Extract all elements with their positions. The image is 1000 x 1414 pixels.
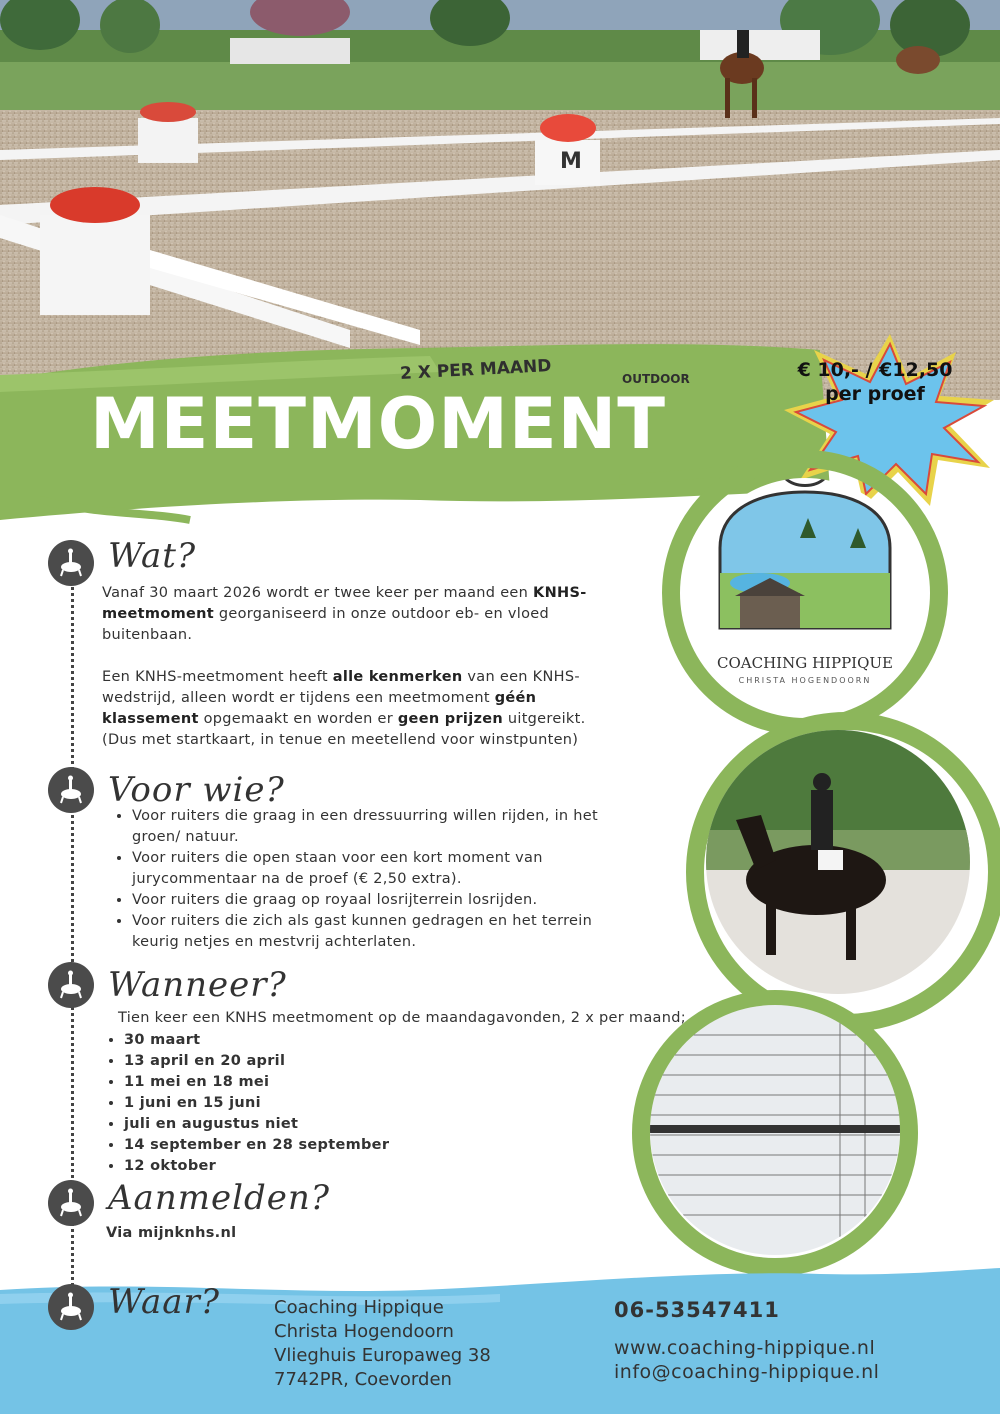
- rider-horse-icon: [48, 962, 94, 1008]
- list-item: • 14 september en 28 september: [124, 1135, 514, 1156]
- logo-illustration: [690, 478, 920, 708]
- rider-horse-icon: [48, 767, 94, 813]
- outdoor-label: OUTDOOR: [622, 372, 690, 386]
- wanneer-intro: Tien keer een KNHS meetmoment op de maandagavonden, 2 x per maand;: [118, 1010, 686, 1026]
- svg-text:M: M: [560, 149, 582, 174]
- wanneer-dates: [94, 1030, 514, 1177]
- contact-links: [614, 1336, 879, 1384]
- voor-wie-list: [102, 806, 622, 953]
- price-unit: per proef: [825, 383, 925, 405]
- wat-text: [102, 583, 622, 751]
- list-item: • juli en augustus niet: [124, 1114, 514, 1135]
- list-item: • 13 april en 20 april: [124, 1051, 514, 1072]
- waar-heading: Waar?: [108, 1282, 221, 1322]
- wat-paragraph-1: Vanaf 30 maart 2026 wordt er twee keer per maand een KNHS-meetmoment georganiseerd in onze outdoor eb- en vloed buitenbaan.: [102, 585, 587, 643]
- rider-horse-icon: [48, 1284, 94, 1330]
- wat-heading: Wat?: [108, 536, 197, 576]
- logo-brand-sub: CHRISTA HOGENDOORN: [738, 676, 872, 685]
- voor-wie-heading: Voor wie?: [108, 770, 285, 810]
- email-link[interactable]: info@coaching-hippique.nl: [614, 1361, 880, 1383]
- list-item: • Voor ruiters die graag op royaal losrijterrein losrijden.: [132, 890, 622, 911]
- wat-paragraph-2: Een KNHS-meetmoment heeft alle kenmerken van een KNHS-wedstrijd, alleen wordt er tijdens een meetmoment géén klassement opgemaakt en worden er geen prijzen uitgereikt. (Dus met startkaart, in tenue en meetellend voor winstpunten): [102, 669, 586, 748]
- frequency-label: 2 X PER MAAND: [399, 356, 552, 384]
- address-line: Christa Hogendoorn: [274, 1321, 454, 1342]
- rider-horse-icon: [48, 1180, 94, 1226]
- price-amount: € 10,- / €12,50: [797, 359, 953, 381]
- list-item: • Voor ruiters die graag in een dressuurring willen rijden, in het groen/ natuur.: [132, 806, 622, 848]
- rider-horse-icon: [48, 540, 94, 586]
- list-item: • 11 mei en 18 mei: [124, 1072, 514, 1093]
- scoresheet-photo: [650, 1005, 900, 1255]
- address-line: Coaching Hippique: [274, 1297, 444, 1318]
- aanmelden-text: Via mijnknhs.nl: [106, 1225, 237, 1241]
- price-text: [790, 358, 960, 406]
- list-item: • 12 oktober: [124, 1156, 514, 1177]
- address-line: Vlieghuis Europaweg 38: [274, 1345, 491, 1366]
- list-item: • 30 maart: [124, 1030, 514, 1051]
- list-item: • Voor ruiters die open staan voor een kort moment van jurycommentaar na de proef (€ 2,50 extra).: [132, 848, 622, 890]
- main-title: MEETMOMENT: [90, 383, 667, 465]
- address-block: [274, 1296, 491, 1392]
- blue-brush-decoration: [0, 1250, 1000, 1414]
- logo-circle: [690, 478, 920, 708]
- address-line: 7742PR, Coevorden: [274, 1369, 452, 1390]
- list-item: • 1 juni en 15 juni: [124, 1093, 514, 1114]
- dressage-photo: [706, 730, 970, 994]
- list-item: • Voor ruiters die zich als gast kunnen gedragen en het terrein keurig netjes en mestvrij achterlaten.: [132, 911, 622, 953]
- website-link[interactable]: www.coaching-hippique.nl: [614, 1337, 876, 1359]
- aanmelden-heading: Aanmelden?: [108, 1178, 330, 1218]
- phone-number[interactable]: 06-53547411: [614, 1298, 780, 1322]
- logo-brand: COACHING HIPPIQUE: [717, 654, 893, 672]
- wanneer-heading: Wanneer?: [108, 965, 287, 1005]
